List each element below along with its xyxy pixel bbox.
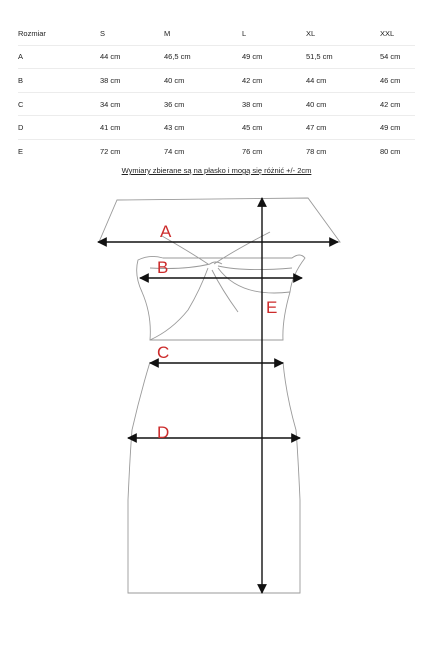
table-cell: 78 cm bbox=[306, 146, 327, 156]
table-cell: 46 cm bbox=[380, 69, 415, 93]
dress-outline bbox=[99, 198, 340, 593]
table-cell: 54 cm bbox=[380, 45, 415, 69]
table-cell: 47 cm bbox=[306, 116, 380, 140]
table-cell: 44 cm bbox=[100, 45, 164, 69]
table-row bbox=[18, 92, 415, 116]
label-a: A bbox=[160, 222, 172, 241]
label-c: C bbox=[157, 343, 170, 362]
table-cell: 46,5 cm bbox=[164, 45, 242, 69]
table-cell: 74 cm bbox=[164, 146, 185, 156]
dress-diagram bbox=[0, 180, 433, 650]
table-cell: 72 cm bbox=[100, 146, 121, 156]
table-cell: D bbox=[18, 116, 100, 140]
header-cell: XXL bbox=[380, 22, 415, 45]
table-row bbox=[18, 139, 415, 162]
table-cell: 76 cm bbox=[242, 146, 263, 156]
table-cell: 49 cm bbox=[242, 45, 306, 69]
table-cell: 38 cm bbox=[242, 92, 306, 116]
table-row bbox=[18, 116, 415, 140]
measurement-arrows bbox=[98, 198, 338, 593]
size-table bbox=[18, 22, 415, 163]
table-cell: 51,5 cm bbox=[306, 45, 380, 69]
table-cell: 34 cm bbox=[100, 92, 164, 116]
label-b: B bbox=[157, 258, 169, 277]
header-cell: XL bbox=[306, 22, 380, 45]
table-cell: A bbox=[18, 45, 100, 69]
header-cell: M bbox=[164, 22, 242, 45]
table-cell: 41 cm bbox=[100, 116, 164, 140]
label-d: D bbox=[157, 423, 170, 442]
table-cell: B bbox=[18, 69, 100, 93]
table-row bbox=[18, 45, 415, 69]
table-row bbox=[18, 69, 415, 93]
table-cell: 38 cm bbox=[100, 69, 164, 93]
table-cell: 42 cm bbox=[242, 69, 306, 93]
table-cell: 80 cm bbox=[380, 146, 401, 156]
table-cell: 49 cm bbox=[380, 116, 415, 140]
table-cell: 40 cm bbox=[164, 69, 242, 93]
table-cell: 45 cm bbox=[242, 116, 306, 140]
table-cell: 43 cm bbox=[164, 116, 242, 140]
header-cell: Rozmiar bbox=[18, 22, 100, 45]
header-cell: L bbox=[242, 22, 306, 45]
measurement-note: Wymiary zbierane są na płasko i mogą się różnić +/- 2cm bbox=[121, 166, 312, 175]
table-cell: 40 cm bbox=[306, 92, 380, 116]
table-header-row bbox=[18, 22, 415, 45]
table-cell: 42 cm bbox=[380, 92, 415, 116]
label-e: E bbox=[266, 298, 278, 317]
header-cell: S bbox=[100, 22, 164, 45]
table-cell: 36 cm bbox=[164, 92, 242, 116]
table-cell: E bbox=[18, 146, 24, 156]
table-cell: C bbox=[18, 92, 100, 116]
table-cell: 44 cm bbox=[306, 69, 380, 93]
